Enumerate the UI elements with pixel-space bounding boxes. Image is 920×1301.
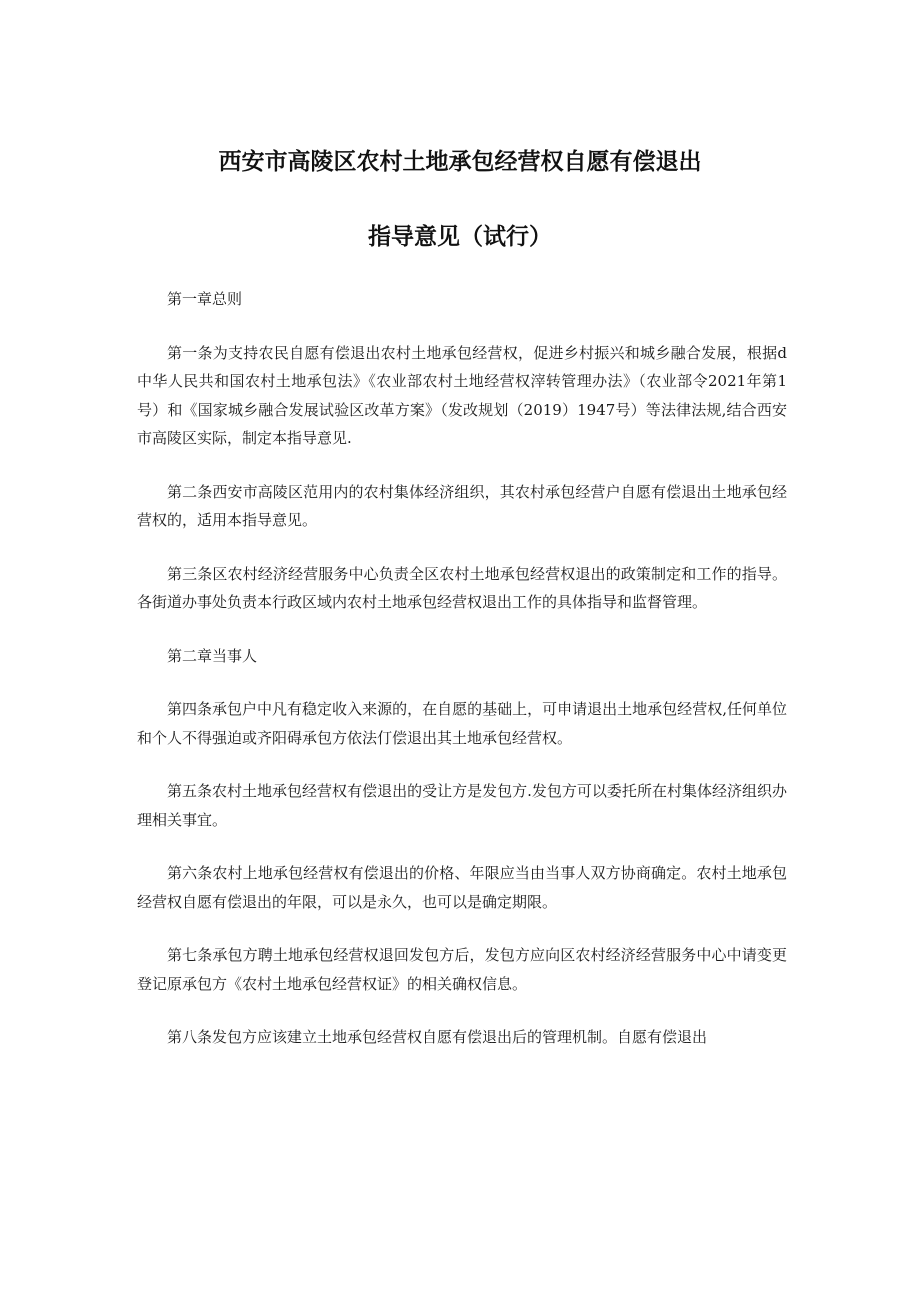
article-paragraph: 第八条发包方应该建立土地承包经营权自愿有偿退出后的管理机制。自愿有偿退出 (167, 1028, 708, 1046)
document-title-line2: 指导意见（试行） (368, 224, 552, 250)
article-paragraph: 第六条农村上地承包经营权有偿退出的价格、年限应当由当事人双方协商确定。农村土地承包经营权自愿有偿退出的年限，可以是永久，也可以是确定期限。 (137, 864, 787, 911)
article-paragraph: 第二条西安市高陵区范用内的农村集体经济组织，其农村承包经营户自愿有偿退出土地承包经营权的，适用本指导意见。 (137, 482, 787, 529)
article-paragraph: 第四条承包户中凡有稳定收入来源的，在自愿的基础上，可申请退出土地承包经营权,任何单位和个人不得强迫或齐阳碍承包方依法仃偿退出其土地承包经营权。 (137, 700, 787, 747)
chapter-heading: 第一章总则 (167, 290, 243, 308)
article-paragraph: 第三条区农村经济经营服务中心负责全区农村土地承包经营权退出的政策制定和工作的指导。各街道办事处负责本行政区域内农村土地承包经营权退出工作的具体指导和监督管理。 (137, 564, 787, 611)
article-paragraph: 第五条农村土地承包经营权有偿退出的受让方是发包方.发包方可以委托所在村集体经济组织办理相关事宜。 (137, 782, 787, 829)
chapter-heading: 第二章当事人 (167, 646, 258, 665)
document-title-line1: 西安市高陵区农村土地承包经营权自愿有偿退出 (218, 149, 702, 175)
article-paragraph: 第一条为支持农民自愿有偿退出农村土地承包经营权，促进乡村振兴和城乡融合发展，根据d中华人民共和国农村土地承包法》《农业部农村土地经营权滓转管理办法》（农业部令2021年第1号）和《国家城乡融合发展试验区改革方案》（发改规划（2019）1947号）等法律法规,结合西安市高陵区实际，制定本指导意见. (137, 343, 787, 447)
article-paragraph: 第七条承包方聘土地承包经营权退回发包方后，发包方应向区农村经济经营服务中心中请变更登记原承包方《农村土地承包经营权证》的相关确权信息。 (137, 946, 787, 993)
document-body (137, 285, 787, 1077)
